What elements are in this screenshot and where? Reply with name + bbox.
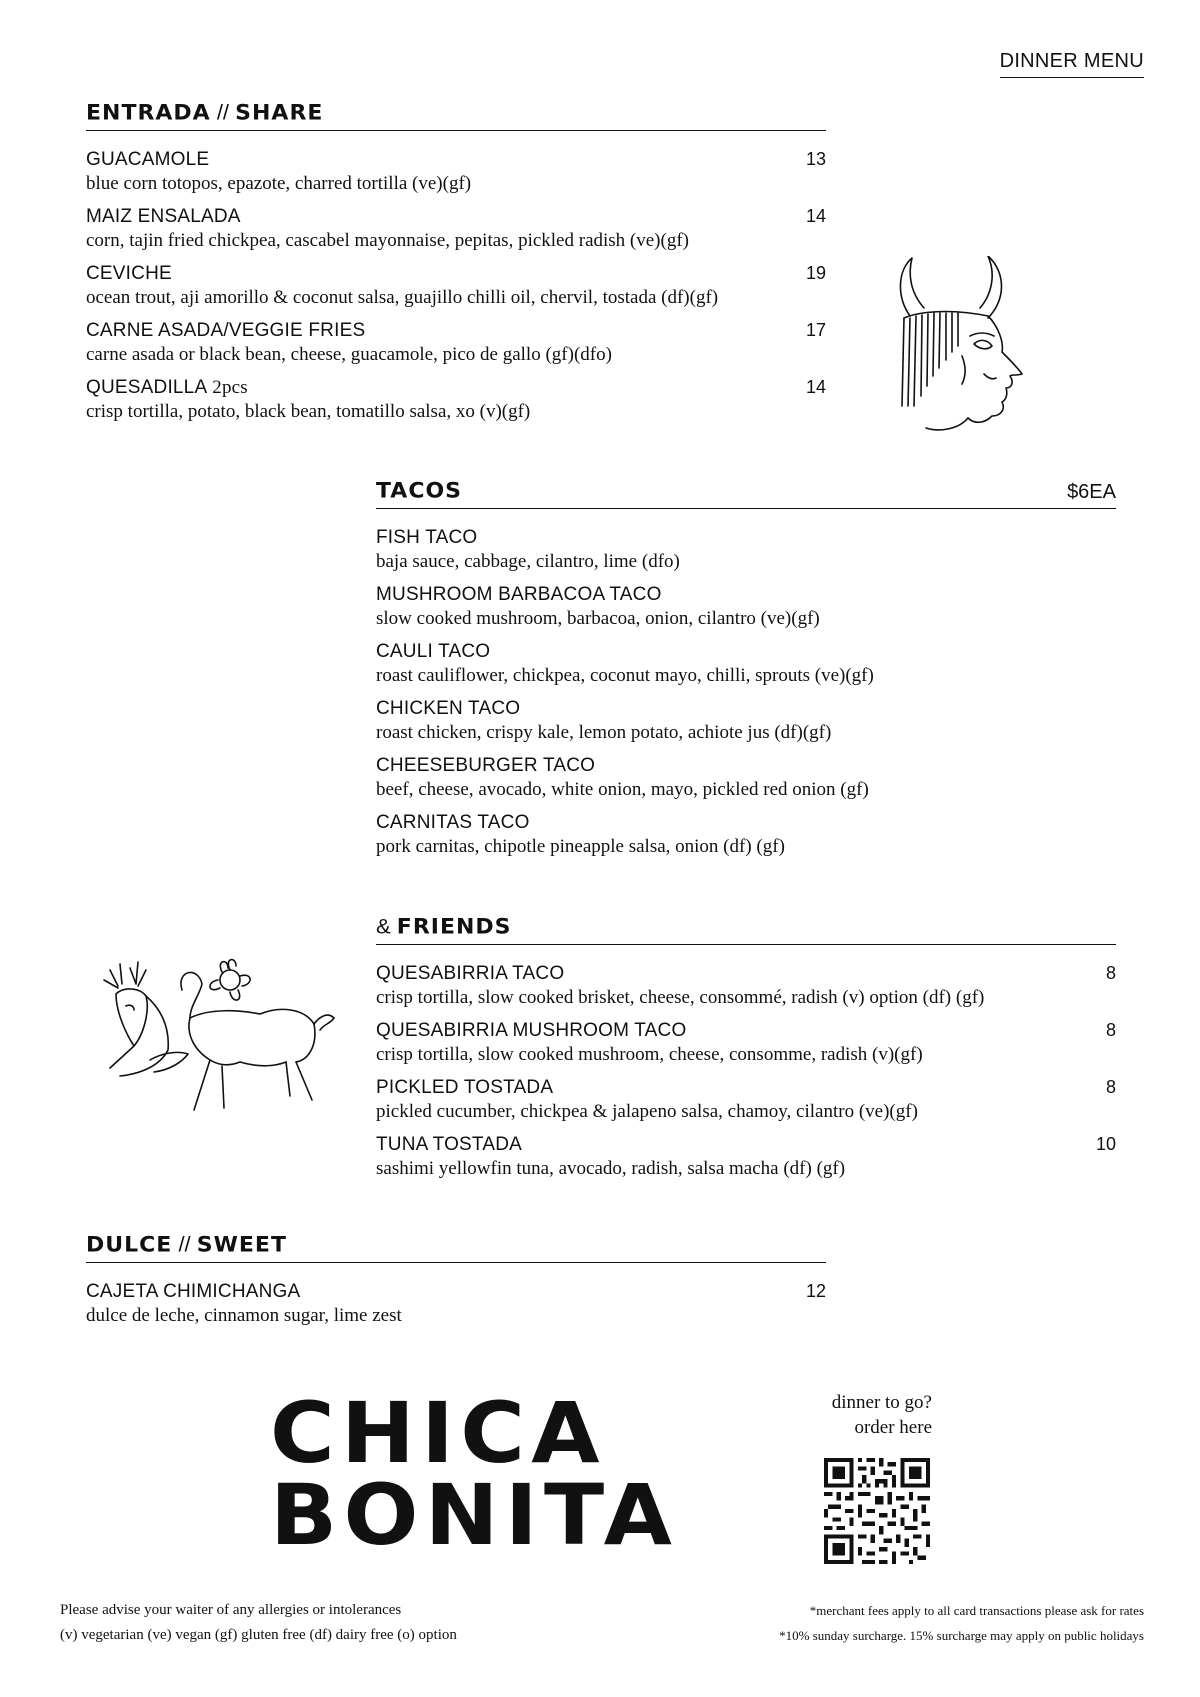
menu-item-list: [376, 963, 1116, 1180]
horned-face-illustration: [888, 256, 1038, 436]
section-title: TACOS: [376, 479, 463, 504]
menu-item: [86, 206, 826, 252]
menu-item: [376, 755, 1116, 801]
item-description: carne asada or black bean, cheese, guacamole, pico de gallo (gf)(dfo): [86, 344, 612, 365]
order-prompt-line-2: order here: [854, 1417, 932, 1438]
item-price: 14: [805, 377, 826, 397]
friends-section: [376, 910, 1116, 1191]
item-price: 8: [1105, 963, 1116, 983]
menu-item: [376, 963, 1116, 1009]
item-name: PICKLED TOSTADA: [376, 1077, 554, 1098]
dulce-section: [86, 1228, 826, 1338]
section-title-separator: //: [172, 1232, 197, 1257]
menu-item: [86, 320, 826, 366]
section-header: [376, 910, 1116, 945]
item-description: roast cauliflower, chickpea, coconut mayo, chilli, sprouts (ve)(gf): [376, 665, 874, 686]
section-title-main: DULCE: [86, 1233, 173, 1258]
entrada-section: [86, 96, 826, 434]
item-name: CAULI TACO: [376, 641, 491, 662]
item-price: 8: [1105, 1020, 1116, 1040]
section-header: [86, 1228, 826, 1263]
menu-item: [376, 527, 1116, 573]
allergy-notice: [60, 1598, 457, 1648]
item-price: 13: [805, 149, 826, 169]
menu-item: [376, 812, 1116, 858]
menu-item: [376, 1077, 1116, 1123]
item-title: MAIZ ENSALADA: [86, 206, 241, 227]
item-description: ocean trout, aji amorillo & coconut salsa, guajillo chilli oil, chervil, tostada (df)(gf): [86, 287, 719, 308]
dinner-menu-label: DINNER MENU: [1000, 50, 1144, 78]
menu-item-list: [86, 1281, 826, 1327]
item-name: [86, 377, 248, 399]
item-name: CHICKEN TACO: [376, 698, 521, 719]
item-title: CEVICHE: [86, 263, 172, 284]
menu-item: [86, 377, 826, 423]
item-description: slow cooked mushroom, barbacoa, onion, cilantro (ve)(gf): [376, 608, 820, 629]
item-name: QUESABIRRIA TACO: [376, 963, 565, 984]
item-title: CARNE ASADA/VEGGIE FRIES: [86, 320, 366, 341]
item-name: QUESABIRRIA MUSHROOM TACO: [376, 1020, 687, 1041]
item-price: 17: [805, 320, 826, 340]
menu-item-list: [376, 527, 1116, 858]
item-title: QUESADILLA: [86, 377, 208, 398]
section-title-prefix: &: [376, 914, 397, 939]
section-title-sub: SWEET: [196, 1233, 287, 1258]
item-description: blue corn totopos, epazote, charred tortilla (ve)(gf): [86, 173, 472, 194]
section-price-note: $6EA: [1067, 481, 1116, 503]
section-title-sub: SHARE: [235, 101, 324, 126]
item-description: dulce de leche, cinnamon sugar, lime zest: [86, 1305, 402, 1326]
item-name: [86, 149, 209, 171]
item-description: beef, cheese, avocado, white onion, mayo, pickled red onion (gf): [376, 779, 869, 800]
section-header: [376, 474, 1116, 509]
menu-item: [376, 584, 1116, 630]
item-description: corn, tajin fried chickpea, cascabel mayonnaise, pepitas, pickled radish (ve)(gf): [86, 230, 689, 251]
item-qty: 2pcs: [207, 377, 248, 398]
order-prompt-line-1: dinner to go?: [831, 1392, 932, 1413]
item-name: TUNA TOSTADA: [376, 1134, 522, 1155]
section-header: [86, 96, 826, 131]
item-title: GUACAMOLE: [86, 149, 210, 170]
item-description: roast chicken, crispy kale, lemon potato, achiote jus (df)(gf): [376, 722, 832, 743]
menu-item: [376, 1020, 1116, 1066]
section-title: [376, 915, 512, 940]
menu-item: [86, 149, 826, 195]
item-description: crisp tortilla, slow cooked brisket, cheese, consommé, radish (v) option (df) (gf): [376, 987, 985, 1008]
logo-line-1: CHICA: [270, 1384, 606, 1482]
item-price: 19: [805, 263, 826, 283]
item-description: crisp tortilla, potato, black bean, tomatillo salsa, xo (v)(gf): [86, 401, 531, 422]
order-prompt: [832, 1390, 932, 1440]
section-title-separator: //: [210, 100, 236, 125]
menu-item: [376, 698, 1116, 744]
item-description: pickled cucumber, chickpea & jalapeno salsa, chamoy, cilantro (ve)(gf): [376, 1101, 918, 1122]
menu-item: [376, 1134, 1116, 1180]
item-price: 10: [1095, 1134, 1116, 1154]
section-title: [86, 1233, 287, 1258]
item-description: crisp tortilla, slow cooked mushroom, cheese, consomme, radish (v)(gf): [376, 1044, 923, 1065]
merchant-fees-note: *merchant fees apply to all card transactions please ask for rates: [809, 1603, 1144, 1618]
qr-code[interactable]: [824, 1458, 930, 1564]
item-name: [86, 206, 241, 228]
surcharge-notice: [779, 1598, 1144, 1648]
deer-bull-illustration: [90, 950, 350, 1150]
menu-item: [86, 1281, 826, 1327]
surcharge-note: *10% sunday surcharge. 15% surcharge may apply on public holidays: [779, 1628, 1144, 1643]
item-description: pork carnitas, chipotle pineapple salsa, onion (df) (gf): [376, 836, 785, 857]
item-name: CARNITAS TACO: [376, 812, 530, 833]
item-name: FISH TACO: [376, 527, 478, 548]
item-description: sashimi yellowfin tuna, avocado, radish, salsa macha (df) (gf): [376, 1158, 846, 1179]
menu-item-list: [86, 149, 826, 423]
dietary-legend: (v) vegetarian (ve) vegan (gf) gluten free (df) dairy free (o) option: [60, 1627, 457, 1643]
chica-bonita-logo: [270, 1384, 679, 1564]
allergy-notice-line-1: Please advise your waiter of any allergies or intolerances: [60, 1602, 402, 1618]
section-title: [86, 101, 323, 126]
section-title-main: FRIENDS: [396, 915, 512, 940]
menu-item: [376, 641, 1116, 687]
menu-item: [86, 263, 826, 309]
item-name: CHEESEBURGER TACO: [376, 755, 596, 776]
item-description: baja sauce, cabbage, cilantro, lime (dfo): [376, 551, 680, 572]
item-price: 8: [1105, 1077, 1116, 1097]
logo-line-2: BONITA: [270, 1466, 679, 1564]
item-name: [86, 263, 172, 285]
item-name: CAJETA CHIMICHANGA: [86, 1281, 301, 1302]
item-name: MUSHROOM BARBACOA TACO: [376, 584, 662, 605]
section-title-main: ENTRADA: [86, 101, 211, 126]
item-price: 12: [805, 1281, 826, 1301]
item-price: 14: [805, 206, 826, 226]
item-name: [86, 320, 365, 342]
tacos-section: [376, 474, 1116, 869]
